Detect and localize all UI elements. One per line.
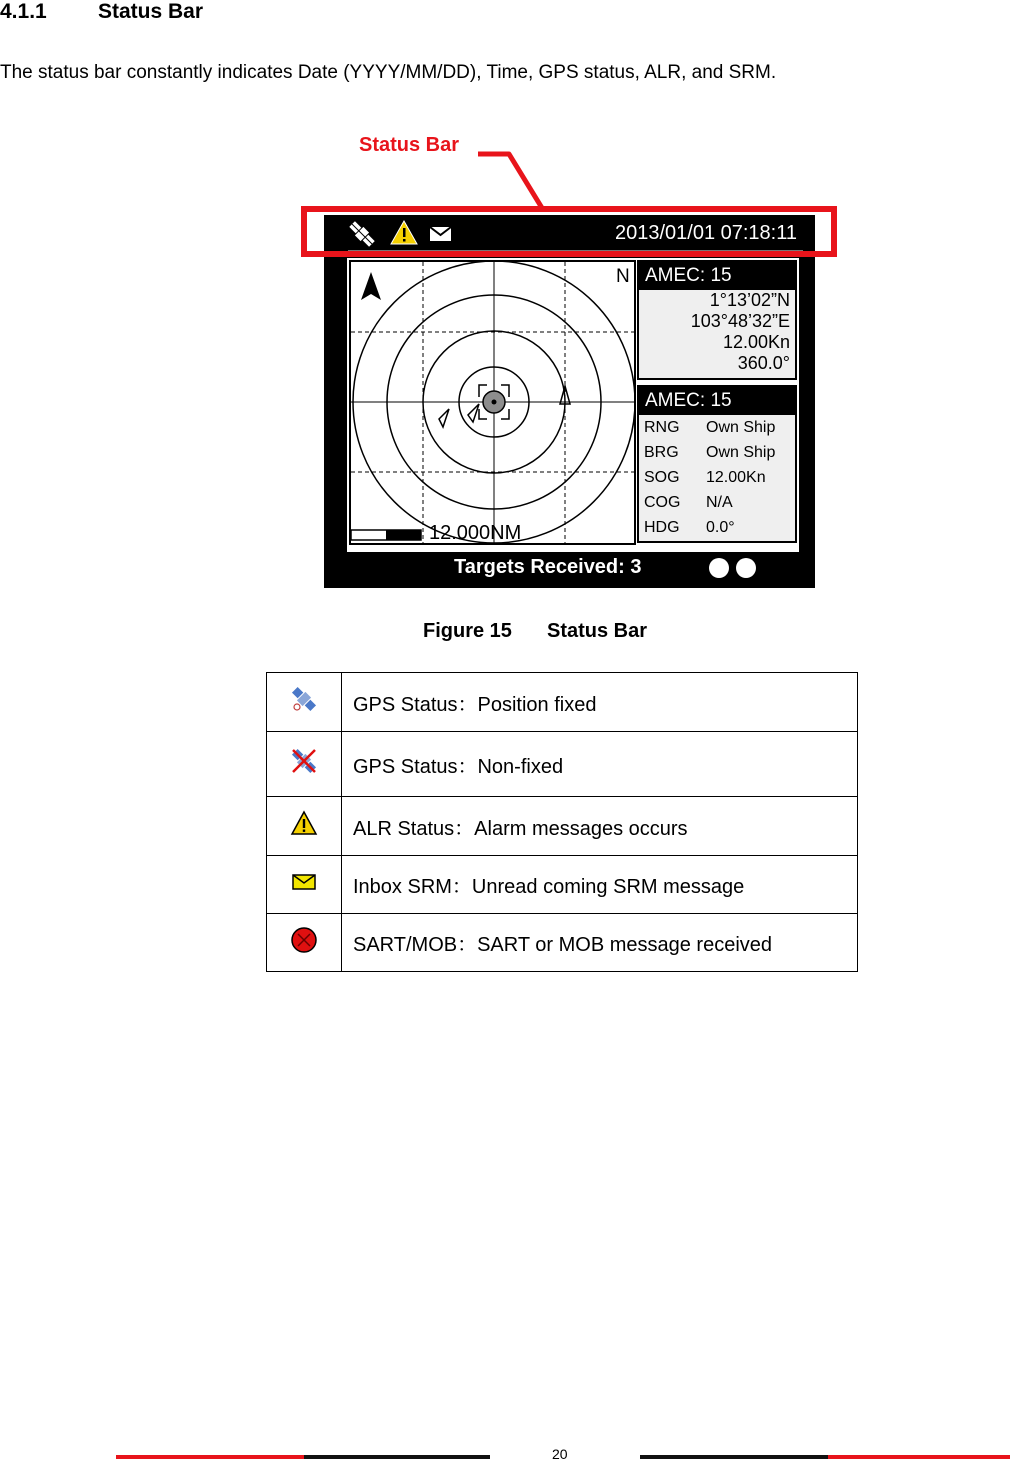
- device-screen: [324, 215, 815, 588]
- table-row: [267, 673, 858, 732]
- sart-icon: [290, 926, 318, 954]
- info-row-sog: [639, 465, 795, 490]
- heading-arrow-icon: [361, 272, 381, 300]
- legend-text: GPS Status：Position fixed: [342, 673, 858, 732]
- range-label: 12.000NM: [429, 522, 522, 544]
- info-row-brg: [639, 440, 795, 465]
- icon-cell: [267, 914, 342, 972]
- section-number: 4.1.1: [0, 0, 47, 23]
- table-row: [267, 797, 858, 856]
- radar-display: [349, 260, 636, 545]
- figure-caption: [423, 620, 647, 643]
- speed-value: 12.00Kn: [722, 332, 790, 352]
- footer-rule-left-dark: [304, 1455, 490, 1459]
- legend-text: ALR Status：Alarm messages occurs: [342, 797, 858, 856]
- latitude-value: 1°13’02”N: [709, 290, 790, 310]
- table-row: [267, 732, 858, 797]
- legend-text: SART/MOB：SART or MOB message received: [342, 914, 858, 972]
- footer-rule-right-dark: [640, 1455, 828, 1459]
- longitude-value: 103°48’32”E: [690, 311, 790, 331]
- footer-rule-left: [116, 1455, 304, 1459]
- icon-cell: [267, 673, 342, 732]
- icon-cell: [267, 856, 342, 914]
- status-dot-icon: [709, 558, 729, 578]
- figure-title: Status Bar: [547, 620, 648, 642]
- info-row-cog: [639, 490, 795, 515]
- status-datetime: 2013/01/01 07:18:11: [614, 222, 797, 244]
- figure-label: Figure 15: [423, 620, 512, 642]
- info-value: 0.0°: [706, 519, 735, 536]
- panel-title: AMEC: 15: [639, 262, 795, 290]
- info-row-rng: [639, 415, 795, 440]
- status-bar-callout: Status Bar: [359, 134, 460, 156]
- panel-title: AMEC: 15: [639, 387, 795, 415]
- inbox-icon: [291, 872, 317, 892]
- target-info-panel: [637, 385, 797, 543]
- targets-received: Targets Received: 3: [454, 556, 642, 578]
- icon-cell: [267, 732, 342, 797]
- legend-text: Inbox SRM：Unread coming SRM message: [342, 856, 858, 914]
- status-dot-icon: [736, 558, 756, 578]
- icon-cell: [267, 797, 342, 856]
- target-triangle-icon: [439, 409, 449, 427]
- table-row: [267, 856, 858, 914]
- alarm-icon: [290, 810, 318, 836]
- info-value: Own Ship: [706, 419, 776, 436]
- radar-area: [347, 258, 799, 552]
- info-key: SOG: [644, 469, 680, 486]
- info-row-hdg: [639, 515, 795, 540]
- icon-legend-table: [266, 672, 858, 972]
- info-key: COG: [644, 494, 681, 511]
- info-value: N/A: [706, 494, 733, 511]
- footer-rule-right: [828, 1455, 1010, 1459]
- section-title: Status Bar: [98, 0, 204, 23]
- table-row: [267, 914, 858, 972]
- callout-leader-line: [478, 154, 542, 208]
- page-number: 20: [552, 1446, 568, 1462]
- gps-fixed-icon: [289, 684, 319, 714]
- own-ship-panel: [637, 260, 797, 380]
- info-value: Own Ship: [706, 444, 776, 461]
- legend-text: GPS Status：Non-fixed: [342, 732, 858, 797]
- heading-value: 360.0°: [737, 353, 790, 373]
- info-key: BRG: [644, 444, 679, 461]
- gps-nonfixed-icon: [289, 746, 319, 776]
- info-key: HDG: [644, 519, 680, 536]
- info-value: 12.00Kn: [706, 469, 766, 486]
- intro-paragraph: The status bar constantly indicates Date (YYYY/MM/DD), Time, GPS status, ALR, and SRM.: [0, 62, 777, 83]
- range-scale-bar: [351, 530, 421, 540]
- north-label: N: [616, 266, 630, 287]
- info-key: RNG: [644, 419, 680, 436]
- target-triangle-icon: [468, 404, 479, 422]
